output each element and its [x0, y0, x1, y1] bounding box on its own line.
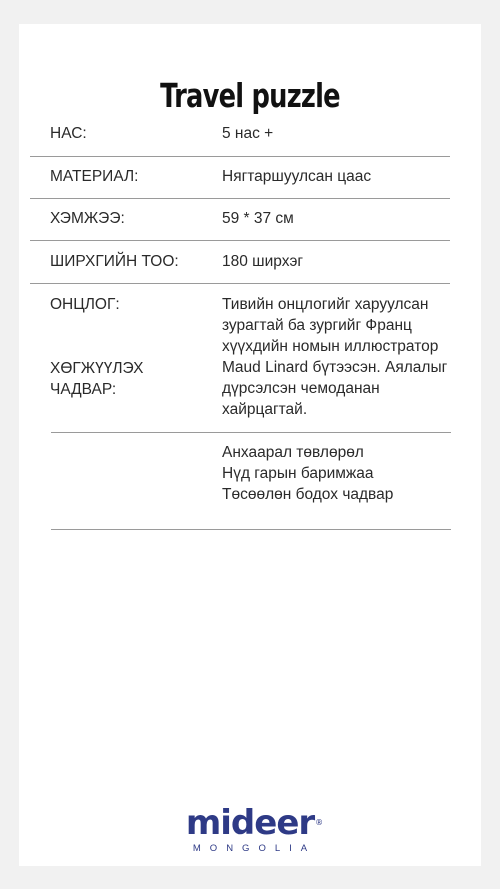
feature-line: Maud Linard бүтээсэн. Аялалыг [222, 359, 448, 376]
skills-list [222, 442, 393, 505]
size-value: 59 * 37 см [222, 210, 294, 227]
age-label: НАС: [50, 125, 87, 142]
feature-line: хүүхдийн номын иллюстратор [222, 338, 439, 355]
feature-line: Тивийн онцлогийг харуулсан [222, 296, 429, 313]
skills-label [50, 358, 143, 400]
feature-line: дүрсэлсэн чемоданан [222, 380, 380, 397]
material-label: МАТЕРИАЛ: [50, 168, 139, 185]
skill-item: Нүд гарын баримжаа [222, 465, 374, 482]
skills-label-line: ЧАДВАР: [50, 381, 117, 398]
divider [30, 156, 450, 157]
divider [51, 432, 451, 433]
divider [30, 240, 450, 241]
registered-mark: ® [315, 818, 324, 827]
product-spec-card [19, 24, 481, 866]
skill-item: Анхаарал төвлөрөл [222, 444, 364, 461]
pieces-label: ШИРХГИЙН ТОО: [50, 253, 179, 270]
page-title: Travel puzzle [160, 76, 340, 115]
size-label: ХЭМЖЭЭ: [50, 210, 125, 227]
brand-logo [19, 805, 481, 854]
age-value: 5 нас + [222, 125, 274, 142]
pieces-value: 180 ширхэг [222, 253, 304, 270]
feature-line: хайрцагтай. [222, 401, 308, 418]
divider [30, 198, 450, 199]
divider [30, 283, 450, 284]
logo-wordmark [185, 803, 324, 843]
material-value: Нягтаршуулсан цаас [222, 168, 372, 185]
divider [51, 529, 451, 530]
logo-subtitle: MONGOLIA [192, 843, 317, 854]
skills-label-line: ХӨГЖҮҮЛЭХ [50, 360, 144, 377]
feature-description [222, 294, 447, 420]
logo-word: mideer [185, 803, 315, 843]
feature-label: ОНЦЛОГ: [50, 296, 120, 313]
skill-item: Төсөөлөн бодох чадвар [222, 486, 394, 503]
feature-line: зурагтай ба зургийг Франц [222, 317, 412, 334]
